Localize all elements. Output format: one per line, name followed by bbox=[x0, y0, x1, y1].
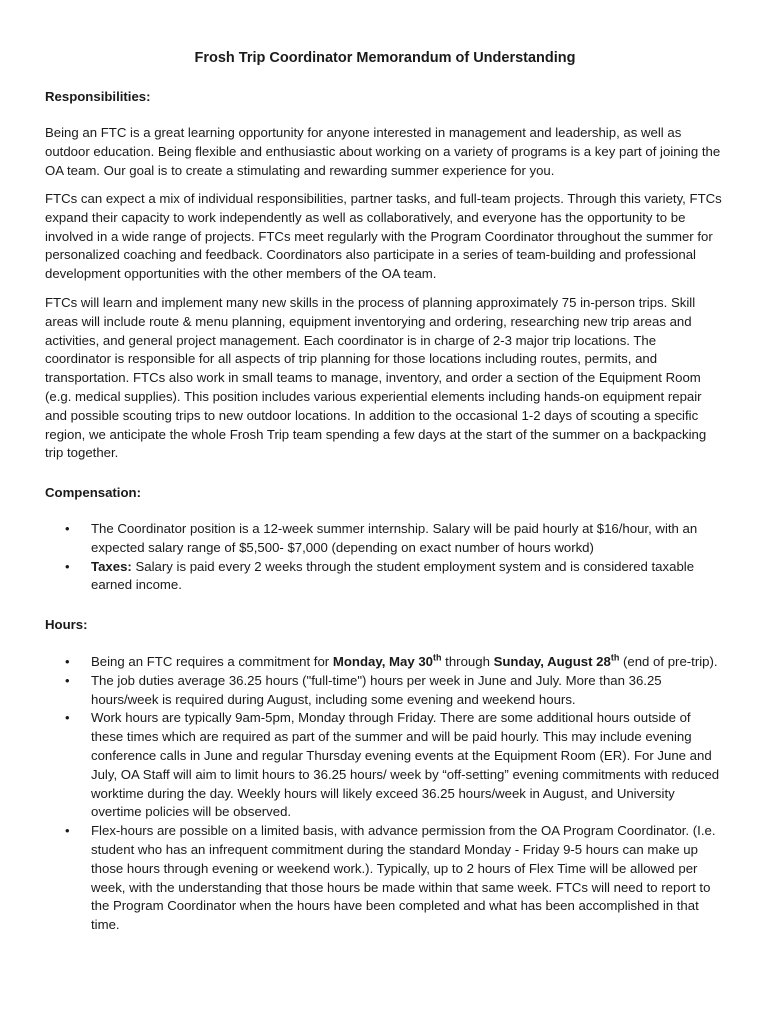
list-item bbox=[45, 822, 725, 935]
compensation-list bbox=[45, 520, 725, 595]
taxes-text: Salary is paid every 2 weeks through the student employment system and is considered taxable earned income. bbox=[91, 558, 695, 593]
commitment-text-mid: through bbox=[441, 654, 494, 669]
bullet-icon: • bbox=[65, 654, 70, 669]
flex-hours-text: Flex-hours are possible on a limited basis, with advance permission from the OA Program Coordinator. (I.e. student who has an infrequent commitment during the standard Monday - Friday 9-5 hours can make up those hours through evening or weekend work.). Typically, up to 2 hours of Flex Time will be allowed per week, with the understanding that those hours be made within that same week. FTCs will need to report to the Program Coordinator when the hours have been completed and what has been accomplished in that time. bbox=[91, 823, 716, 933]
list-item bbox=[45, 653, 725, 672]
compensation-salary-text: The Coordinator position is a 12-week summer internship. Salary will be paid hourly at $16/hour, with an expected salary range of $5,500- $7,000 (depending on exact number of hours workd) bbox=[91, 521, 698, 555]
commitment-text-post: (end of pre-trip). bbox=[619, 654, 718, 669]
hours-heading: Hours: bbox=[45, 617, 88, 632]
job-duties-text: The job duties average 36.25 hours ("full-time") hours per week in June and July. More than 36.25 hours/week is required during August, including some evening and weekend hours. bbox=[91, 672, 662, 707]
document-title: Frosh Trip Coordinator Memorandum of Understanding bbox=[194, 50, 576, 66]
list-item bbox=[45, 709, 725, 822]
list-item bbox=[45, 672, 725, 710]
bullet-icon: • bbox=[65, 823, 70, 839]
compensation-heading: Compensation: bbox=[45, 485, 141, 500]
list-item bbox=[45, 558, 725, 596]
bullet-icon: • bbox=[65, 672, 70, 688]
start-date: Monday, May 30th bbox=[332, 652, 442, 669]
list-item bbox=[45, 520, 725, 558]
taxes-label: Taxes: bbox=[91, 558, 132, 574]
bullet-icon: • bbox=[65, 558, 70, 574]
responsibilities-paragraph-3: FTCs will learn and implement many new skills in the process of planning approximately 75 in-person trips. Skill areas will include route & menu planning, equipment inventorying and ordering, researching new trip areas and activities, and general project management. Each coordinator is in charge of 2-3 major trip locations. The coordinator is responsible for all aspects of trip planning for those locations including routes, permits, and transportation. FTCs also work in small teams to manage, inventory, and order a section of the Equipment Room (e.g. medical supplies). This position includes various experiential elements including hands-on equipment repair and possible scouting trips to new outdoor locations. In addition to the occasional 1-2 days of scouting a specific region, we anticipate the whole Frosh Trip team spending a few days at the start of the summer on a backpacking trip together. bbox=[45, 295, 707, 461]
end-date: Sunday, August 28th bbox=[493, 652, 620, 669]
bullet-icon: • bbox=[65, 521, 70, 536]
work-hours-text: Work hours are typically 9am-5pm, Monday through Friday. There are some additional hours outside of these times which are required as part of the summer and will be paid hourly. This may include evening conference calls in June and regular Thursday evening events at the Equipment Room (ER). For June and July, OA Staff will aim to limit hours to 36.25 hours/ week by “off-setting” evening commitments with reduced worktime during the day. Weekly hours will likely exceed 36.25 hours/week in August, and University overtime policies will be observed. bbox=[91, 710, 720, 820]
responsibilities-heading: Responsibilities: bbox=[45, 89, 151, 104]
responsibilities-paragraph-1: Being an FTC is a great learning opportunity for anyone interested in management and leadership, as well as outdoor education. Being flexible and enthusiastic about working on a variety of programs is a key part of joining the OA team. Our goal is to create a stimulating and rewarding summer experience for you. bbox=[45, 125, 721, 178]
commitment-text-pre: Being an FTC requires a commitment for bbox=[91, 654, 333, 669]
hours-list bbox=[45, 653, 725, 935]
responsibilities-paragraph-2: FTCs can expect a mix of individual responsibilities, partner tasks, and full-team projects. Through this variety, FTCs expand their capacity to work independently as well as collaboratively, and everyone has the opportunity to be involved in a wide range of projects. FTCs meet regularly with the Program Coordinator throughout the summer for personalized coaching and feedback. Coordinators also participate in a series of team-building and professional development opportunities with the other members of the OA team. bbox=[45, 191, 722, 282]
bullet-icon: • bbox=[65, 710, 70, 726]
